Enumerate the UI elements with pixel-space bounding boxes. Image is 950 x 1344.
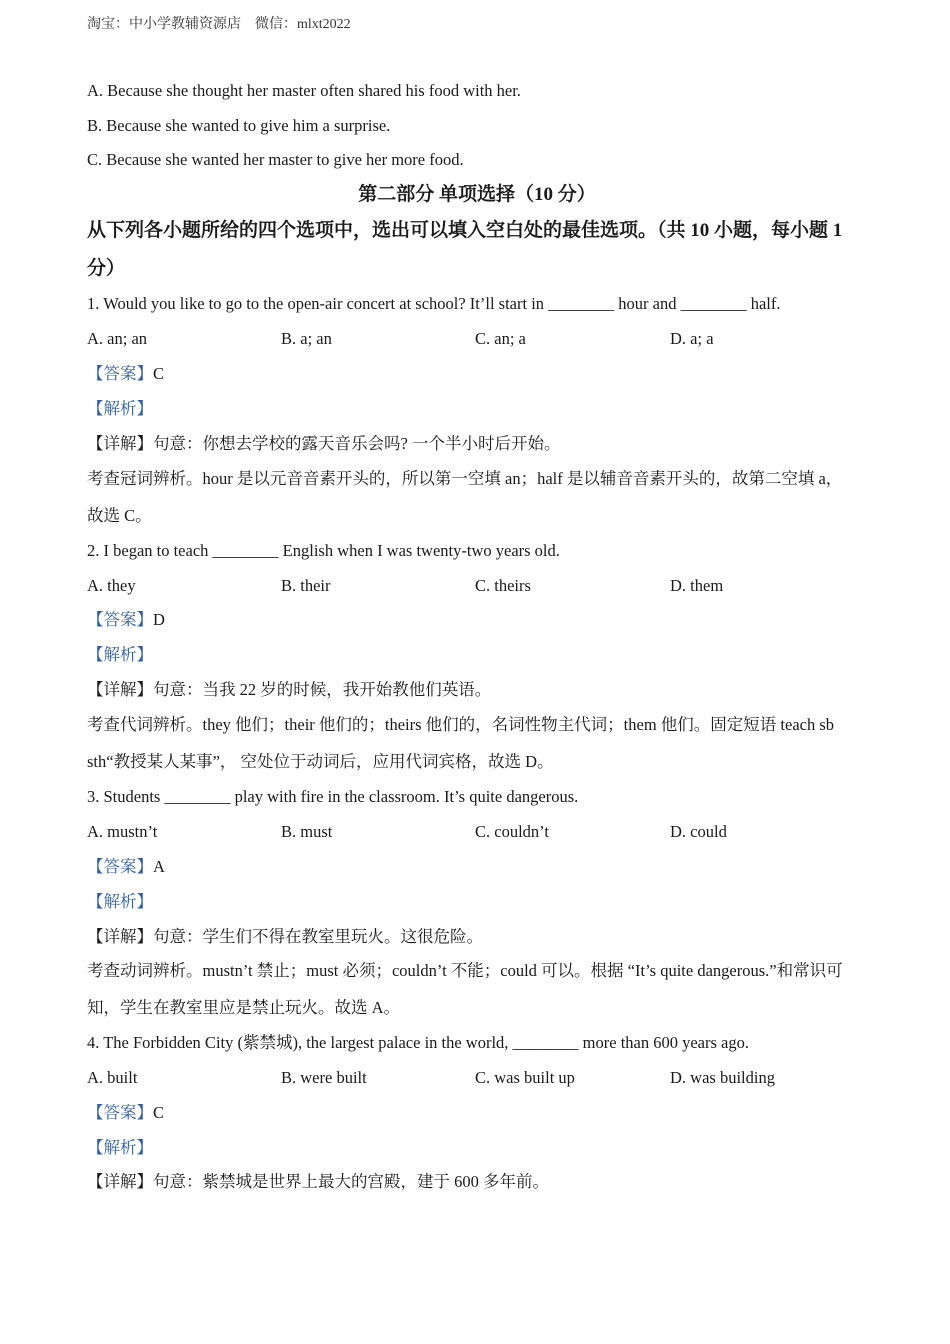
option-d: D. them — [670, 576, 724, 595]
explanation-text-cont: 知，学生在教室里应是禁止玩火。故选 A。 — [87, 998, 401, 1017]
explanation-text-cont: 故选 C。 — [87, 506, 152, 525]
question-stem: 4. The Forbidden City (紫禁城), the largest palace in the world, ________ more than 600 years ago. — [87, 1033, 749, 1052]
option-c: C. theirs — [475, 576, 531, 595]
detail-text: 【详解】句意：当我 22 岁的时候，我开始教他们英语。 — [87, 680, 492, 699]
option-d: D. a; a — [670, 329, 714, 348]
option-b: B. a; an — [281, 329, 332, 348]
prev-option-a: A. Because she thought her master often shared his food with her. — [87, 81, 521, 100]
analysis-label: 【解析】 — [87, 399, 153, 418]
answer-label: 【答案】 — [87, 364, 153, 383]
answer-value: A — [153, 857, 165, 876]
detail-text: 【详解】句意：你想去学校的露天音乐会吗? 一个半小时后开始。 — [87, 434, 561, 453]
option-a: A. mustn’t — [87, 822, 158, 841]
answer-line — [87, 1102, 164, 1124]
answer-value: C — [153, 1103, 165, 1122]
analysis-label: 【解析】 — [87, 892, 153, 911]
prev-option-b: B. Because she wanted to give him a surprise. — [87, 116, 391, 135]
option-b: B. must — [281, 822, 333, 841]
answer-line — [87, 856, 165, 878]
answer-line — [87, 609, 165, 631]
answer-value: C — [153, 364, 165, 383]
analysis-label: 【解析】 — [87, 645, 153, 664]
analysis-label: 【解析】 — [87, 1138, 153, 1157]
section-instruction-cont: 分） — [87, 258, 126, 279]
answer-value: D — [153, 610, 165, 629]
section-instruction: 从下列各小题所给的四个选项中，选出可以填入空白处的最佳选项。（共 10 小题，每小题 1 — [87, 220, 843, 241]
explanation-text: 考查冠词辨析。hour 是以元音音素开头的，所以第一空填 an；half 是以辅音音素开头的，故第二空填 a， — [87, 469, 843, 488]
answer-label: 【答案】 — [87, 610, 153, 629]
explanation-text-cont: sth“教授某人某事”， 空处位于动词后，应用代词宾格，故选 D。 — [87, 752, 554, 771]
option-c: C. couldn’t — [475, 822, 549, 841]
page-header — [87, 13, 351, 33]
explanation-text: 考查代词辨析。they 他们；their 他们的；theirs 他们的，名词性物主代词；them 他们。固定短语 teach sb — [87, 715, 835, 734]
section-title: 第二部分 单项选择（10 分） — [358, 184, 596, 205]
shop-name: 淘宝：中小学教辅资源店 — [87, 17, 241, 32]
question-stem: 3. Students ________ play with fire in the classroom. It’s quite dangerous. — [87, 787, 579, 806]
detail-text: 【详解】句意：紫禁城是世界上最大的宫殿，建于 600 多年前。 — [87, 1172, 549, 1191]
question-stem: 1. Would you like to go to the open-air concert at school? It’ll start in ________ hour and ________ half. — [87, 294, 781, 313]
option-a: A. built — [87, 1068, 138, 1087]
option-c: C. an; a — [475, 329, 526, 348]
option-b: B. their — [281, 576, 331, 595]
answer-label: 【答案】 — [87, 857, 153, 876]
answer-label: 【答案】 — [87, 1103, 153, 1122]
prev-option-c: C. Because she wanted her master to give her more food. — [87, 150, 464, 169]
option-c: C. was built up — [475, 1068, 575, 1087]
option-a: A. they — [87, 576, 136, 595]
answer-line — [87, 363, 164, 385]
detail-text: 【详解】句意：学生们不得在教室里玩火。这很危险。 — [87, 927, 483, 946]
question-stem: 2. I began to teach ________ English when I was twenty-two years old. — [87, 541, 560, 560]
option-b: B. were built — [281, 1068, 367, 1087]
option-d: D. could — [670, 822, 727, 841]
option-a: A. an; an — [87, 329, 148, 348]
explanation-text: 考查动词辨析。mustn’t 禁止；must 必须；couldn’t 不能；could 可以。根据 “It’s quite dangerous.”和常识可 — [87, 961, 843, 980]
wechat-id: 微信：mlxt2022 — [255, 17, 351, 32]
option-d: D. was building — [670, 1068, 775, 1087]
